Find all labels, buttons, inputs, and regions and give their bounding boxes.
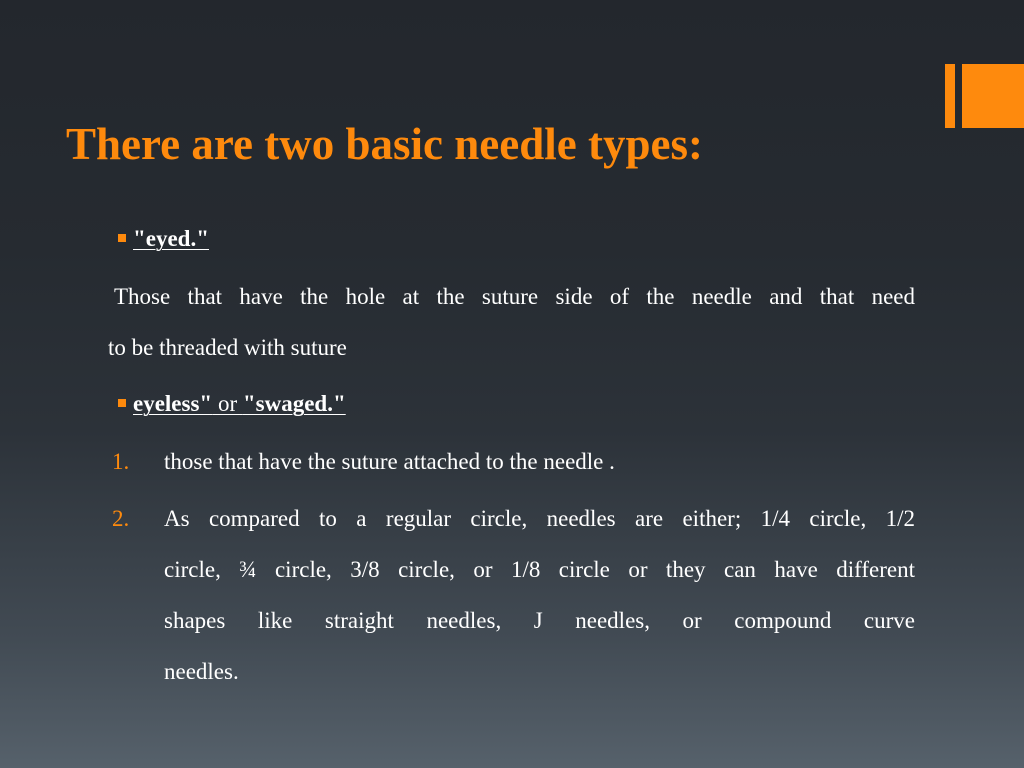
or-connector: or	[212, 391, 243, 416]
bullet-eyed	[118, 226, 209, 252]
numbered-item-2-line-4: needles.	[164, 659, 239, 684]
swaged-term: "swaged."	[242, 391, 346, 416]
numbered-item-1-line-1: those that have the suture attached to the needle .	[164, 449, 615, 474]
numbered-item-2-line-1: As compared to a regular circle, needles are either; 1/4 circle, 1/2	[164, 506, 915, 531]
list-number-2: 2.	[112, 506, 130, 531]
accent-bar-wide	[962, 64, 1024, 128]
bullet-eyeless-label	[133, 391, 346, 416]
square-bullet-icon	[118, 399, 126, 407]
square-bullet-icon	[118, 234, 126, 242]
accent-bar-thin	[945, 64, 955, 128]
bullet-eyeless	[118, 391, 346, 417]
eyed-description-line-1: Those that have the hole at the suture side of the needle and that need	[114, 284, 915, 309]
eyed-description-line-2: to be threaded with suture	[108, 335, 347, 360]
list-number-1: 1.	[112, 449, 130, 474]
slide-title: There are two basic needle types:	[66, 119, 703, 169]
eyeless-term: eyeless"	[133, 391, 213, 416]
bullet-eyed-label: "eyed."	[133, 226, 209, 251]
numbered-item-2-line-2: circle, ¾ circle, 3/8 circle, or 1/8 circle or they can have different	[164, 557, 915, 582]
numbered-item-2-line-3: shapes like straight needles, J needles, or compound curve	[164, 608, 915, 633]
